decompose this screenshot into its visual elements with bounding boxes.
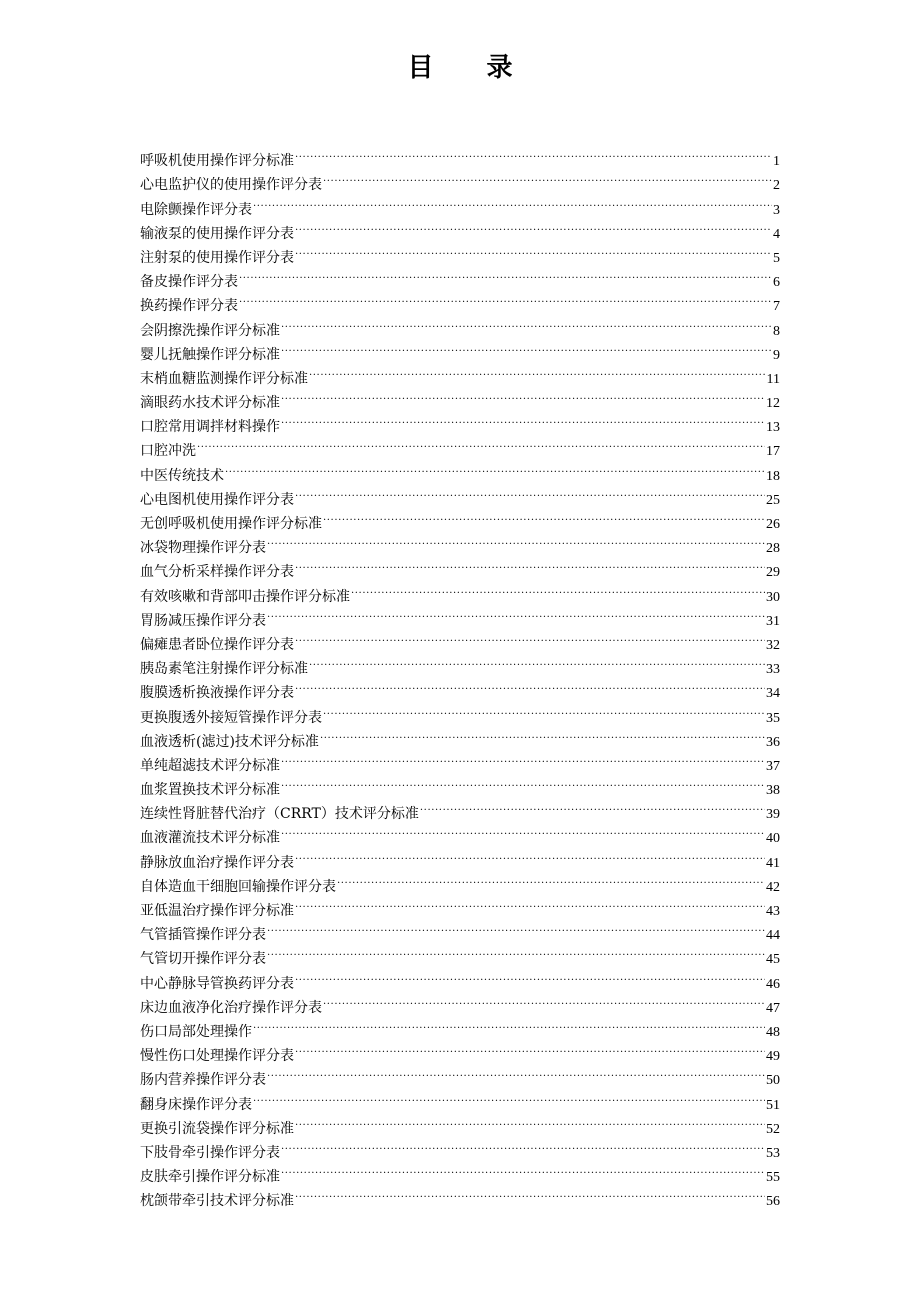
toc-page-number: 29 [766,565,780,581]
toc-entry-title: 有效咳嗽和背部叩击操作评分标准 [140,588,350,605]
table-of-contents [140,141,780,1210]
toc-dot-leader [267,601,765,625]
toc-page-number: 46 [766,976,780,992]
toc-entry-title: 婴儿抚触操作评分标准 [140,346,280,363]
toc-page-number: 35 [766,710,780,726]
toc-page-number: 2 [773,178,780,194]
toc-page-number: 43 [766,904,780,919]
toc-entry-title: 偏瘫患者卧位操作评分表 [140,636,294,653]
toc-entry-title: 单纯超滤技术评分标准 [140,757,280,774]
toc-dot-leader [295,238,772,262]
toc-entry-title: 胃肠减压操作评分表 [140,612,266,629]
toc-page-number: 3 [773,202,780,218]
toc-dot-leader [281,770,765,794]
toc-page-number: 1 [773,154,780,170]
toc-entry-title: 冰袋物理操作评分表 [140,540,266,557]
toc-page-number: 32 [766,637,780,653]
toc-entry-title: 口腔冲洗 [140,443,196,460]
toc-entry-title: 静脉放血治疗操作评分表 [140,854,294,871]
toc-dot-leader [295,214,772,238]
toc-dot-leader [420,794,765,818]
toc-page-number: 45 [766,952,780,968]
toc-page-number: 28 [766,541,780,557]
toc-dot-leader [281,1157,765,1181]
toc-page-number: 50 [766,1073,780,1089]
toc-page-number: 8 [773,323,780,339]
toc-entry-title: 注射泵的使用操作评分表 [140,249,294,266]
toc-dot-leader [281,746,765,770]
toc-dot-leader [295,891,765,915]
toc-entry-title: 翻身床操作评分表 [140,1096,252,1113]
toc-page-number: 56 [766,1194,780,1210]
toc-page-number: 13 [766,420,780,436]
toc-dot-leader [281,335,772,359]
toc-dot-leader [295,963,765,987]
toc-page-number: 40 [766,831,780,847]
toc-page-number: 53 [766,1145,780,1161]
toc-page-number: 12 [766,396,780,412]
toc-entry-title: 伤口局部处理操作 [140,1023,252,1040]
toc-page-number: 44 [766,928,780,944]
toc-dot-leader [295,1181,765,1205]
toc-entry-title: 胰岛素笔注射操作评分标准 [140,661,308,678]
toc-page-number: 39 [766,807,780,823]
toc-entry-title: 呼吸机使用操作评分标准 [140,153,294,170]
toc-page-number: 38 [766,783,780,799]
toc-entry-title: 中心静脉导管换药评分表 [140,975,294,992]
toc-entry-title: 电除颤操作评分表 [140,201,252,218]
page-title: 目 录 [407,53,535,83]
toc-dot-leader [337,867,765,891]
toc-dot-leader [309,649,765,673]
toc-entry-title: 末梢血糖监测操作评分标准 [140,370,308,387]
toc-dot-leader [295,625,765,649]
toc-page-number: 47 [766,1000,780,1016]
toc-dot-leader [281,1133,765,1157]
toc-page-number: 18 [766,468,780,484]
toc-dot-leader [295,480,765,504]
toc-page-number: 52 [766,1121,780,1137]
toc-entry-title: 换药操作评分表 [140,298,238,315]
toc-dot-leader [281,383,765,407]
toc-page-number: 6 [773,275,780,291]
toc-dot-leader [323,988,765,1012]
toc-dot-leader [281,310,772,334]
toc-entry-title: 中医传统技术 [140,467,224,484]
toc-dot-leader [281,407,765,431]
toc-entry-title: 血液灌流技术评分标准 [140,830,280,847]
toc-dot-leader [295,842,765,866]
toc-entry-title: 慢性伤口处理操作评分表 [140,1048,294,1065]
toc-page-number: 5 [773,250,780,266]
toc-entry-title: 枕颌带牵引技术评分标准 [140,1193,294,1210]
toc-page-number: 49 [766,1049,780,1065]
toc-page-number: 31 [766,613,780,629]
toc-entry-title: 血气分析采样操作评分表 [140,564,294,581]
toc-dot-leader [295,1109,765,1133]
toc-dot-leader [295,1036,765,1060]
toc-page-number: 17 [766,444,780,460]
toc-entry-title: 亚低温治疗操作评分标准 [140,903,294,919]
toc-page-number: 37 [766,758,780,774]
toc-entry-title: 心电监护仪的使用操作评分表 [140,177,322,194]
toc-page-number: 41 [766,855,780,871]
toc-page-number: 30 [766,589,780,605]
toc-dot-leader [323,504,765,528]
toc-entry-title: 肠内营养操作评分表 [140,1072,266,1089]
toc-entry-title: 无创呼吸机使用操作评分标准 [140,516,322,532]
toc-entry[interactable] [140,431,780,460]
toc-page-number: 4 [773,226,780,242]
toc-entry-title: 床边血液净化治疗操作评分表 [140,999,322,1016]
toc-dot-leader [281,818,765,842]
toc-page-number: 55 [766,1170,780,1186]
toc-entry-title: 滴眼药水技术评分标准 [140,395,280,412]
toc-entry-title: 输液泵的使用操作评分表 [140,225,294,242]
toc-page-number: 51 [766,1097,780,1113]
toc-page-number: 36 [766,734,780,750]
toc-page-number: 34 [766,686,780,702]
toc-dot-leader [253,1012,765,1036]
toc-entry[interactable] [140,141,780,170]
toc-dot-leader [295,673,765,697]
toc-entry-title: 下肢骨牵引操作评分表 [140,1144,280,1161]
toc-dot-leader [267,1060,765,1084]
toc-entry-title: 更换引流袋操作评分标准 [140,1120,294,1137]
toc-entry[interactable] [140,480,780,508]
toc-entry-title: 连续性肾脏替代治疗（CRRT）技术评分标准 [140,806,419,823]
toc-entry-title: 腹膜透析换液操作评分表 [140,685,294,702]
toc-entry-title: 自体造血干细胞回输操作评分表 [140,878,336,895]
toc-page-number: 25 [766,492,780,508]
toc-entry-title: 更换腹透外接短管操作评分表 [140,709,322,726]
toc-dot-leader [323,697,765,721]
toc-page-number: 9 [773,347,780,363]
toc-dot-leader [295,141,772,165]
toc-dot-leader [309,359,766,383]
toc-entry-title: 心电图机使用操作评分表 [140,491,294,508]
toc-dot-leader [253,1084,765,1108]
toc-dot-leader [239,262,772,286]
toc-page-number: 48 [766,1024,780,1040]
toc-dot-leader [323,165,772,189]
toc-page-number: 42 [766,879,780,895]
toc-entry-title: 会阴擦洗操作评分标准 [140,322,280,339]
toc-dot-leader [267,939,765,963]
toc-entry-title: 气管插管操作评分表 [140,927,266,944]
toc-entry-title: 血液透析(滤过)技术评分标准 [140,733,319,750]
toc-dot-leader [295,552,765,576]
toc-entry[interactable] [140,455,780,484]
toc-entry-title: 皮肤牵引操作评分标准 [140,1169,280,1186]
toc-dot-leader [225,455,765,479]
toc-entry-title: 口腔常用调拌材料操作 [140,419,280,436]
toc-page-number: 7 [773,299,780,315]
toc-entry-title: 备皮操作评分表 [140,274,238,291]
toc-page-number: 11 [766,371,780,387]
toc-dot-leader [267,528,765,552]
toc-entry-title: 气管切开操作评分表 [140,951,266,968]
toc-dot-leader [320,722,765,746]
toc-dot-leader [253,189,772,213]
toc-dot-leader [197,431,765,455]
toc-dot-leader [351,576,765,600]
toc-page-number: 26 [766,517,780,532]
toc-dot-leader [239,286,772,310]
toc-dot-leader [267,915,765,939]
toc-entry-title: 血浆置换技术评分标准 [140,782,280,799]
toc-page-number: 33 [766,662,780,678]
